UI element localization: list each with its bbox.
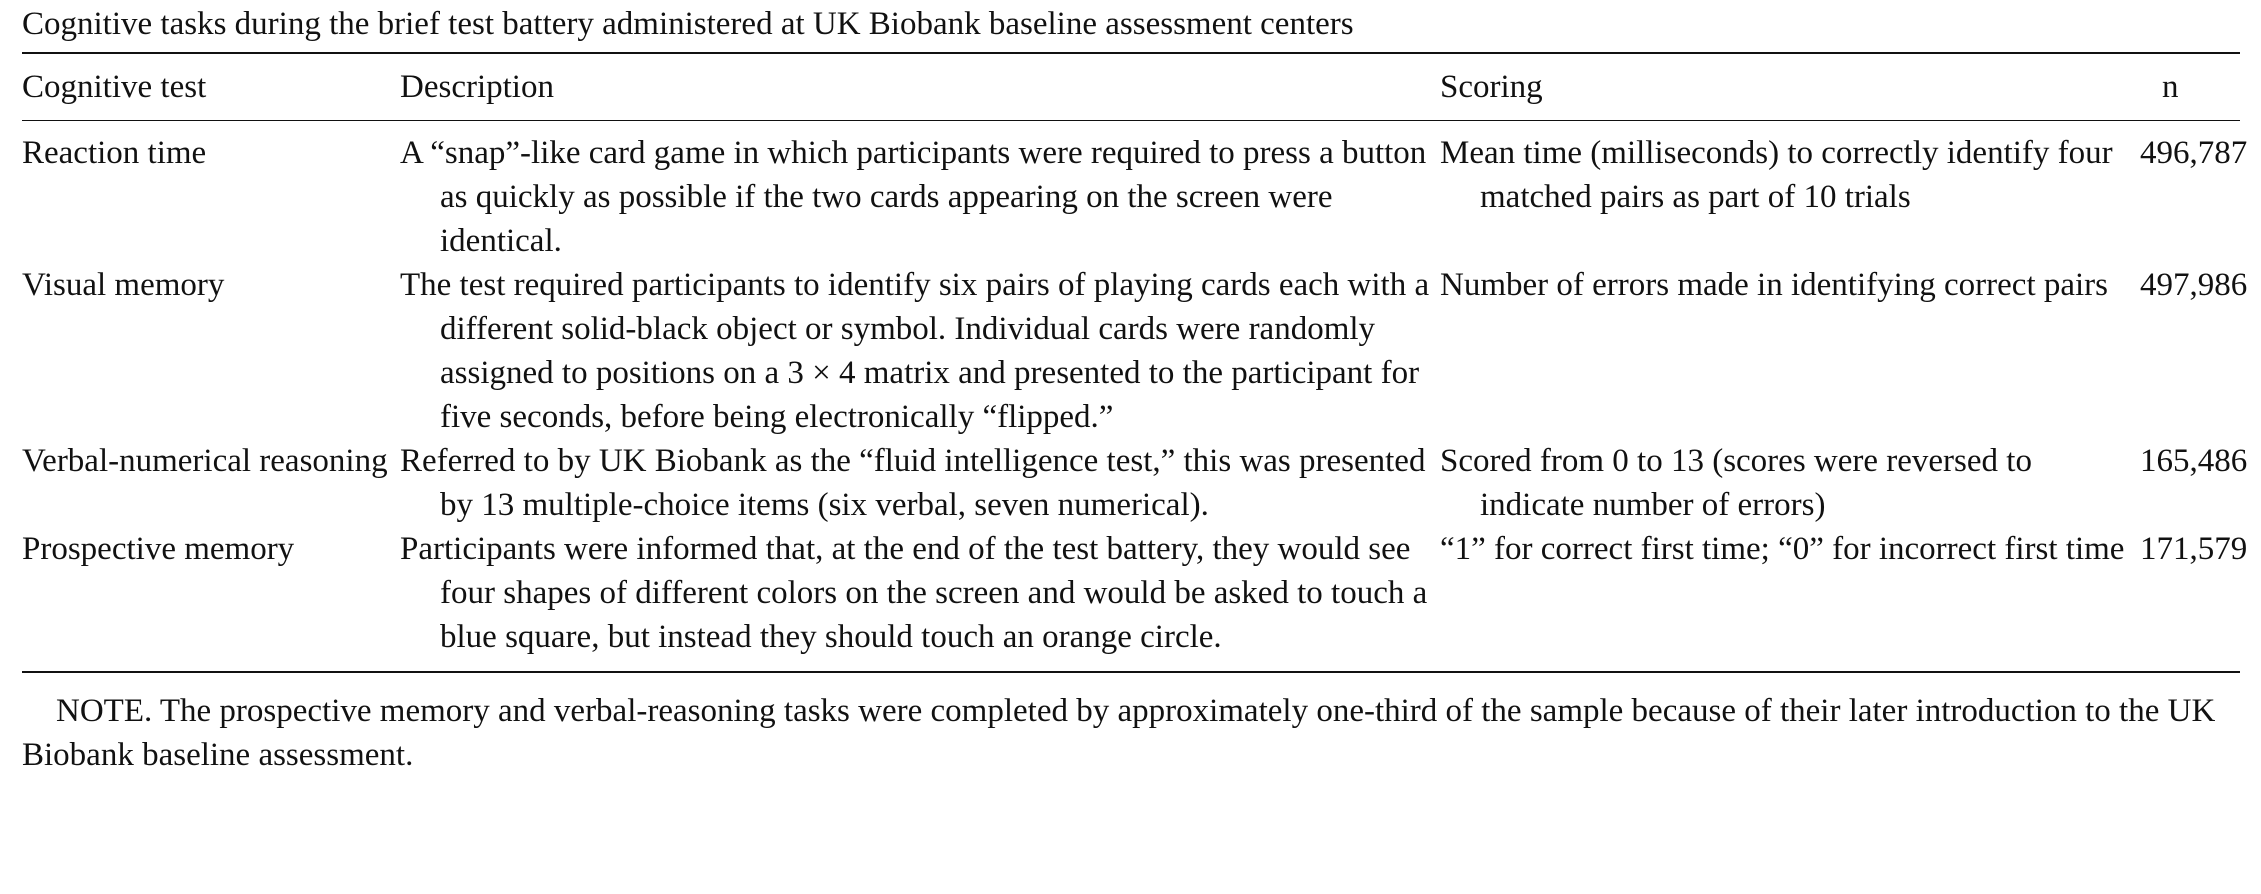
cell-n: 496,787 [2140, 135, 2248, 171]
table-row [22, 131, 2248, 263]
cell-scoring: “1” for correct first time; “0” for incorrect first time [1440, 531, 2125, 567]
cell-n: 165,486 [2140, 443, 2248, 479]
cell-description: The test required participants to identify six pairs of playing cards each with a different solid-black object or symbol. Individual cards were randomly assigned to positions on a 3 × 4 matrix and presented to the participant for five seconds, before being electronically “flipped.” [400, 267, 1430, 435]
cell-test-visual-memory: Visual memory [22, 267, 225, 303]
table-row [22, 439, 2248, 527]
table-container [22, 0, 2248, 777]
header-scoring: Scoring [1440, 69, 1543, 105]
cell-description: A “snap”-like card game in which participants were required to press a button as quickly as possible if the two cards appearing on the screen were identical. [400, 135, 1427, 259]
table-header-row [22, 54, 2240, 120]
cell-scoring: Scored from 0 to 13 (scores were reversed to indicate number of errors) [1440, 443, 2032, 523]
cell-scoring: Number of errors made in identifying correct pairs [1440, 267, 2109, 303]
cell-n: 497,986 [2140, 267, 2248, 303]
cell-scoring: Mean time (milliseconds) to correctly identify four matched pairs as part of 10 trials [1440, 135, 2113, 215]
cell-test-reaction-time: Reaction time [22, 135, 207, 171]
header-description: Description [400, 69, 554, 105]
cell-test-verbal-numerical-reasoning: Verbal-numerical reasoning [22, 443, 388, 479]
table-note: NOTE. The prospective memory and verbal-reasoning tasks were completed by approximately one-third of the sample because of their later introduction to the UK Biobank baseline assessment. [22, 693, 2216, 773]
cell-description: Referred to by UK Biobank as the “fluid intelligence test,” this was presented by 13 multiple-choice items (six verbal, seven numerical). [400, 443, 1426, 523]
table-row [22, 527, 2248, 659]
table-caption: Cognitive tasks during the brief test battery administered at UK Biobank baseline assessment centers [22, 6, 1354, 42]
cell-description: Participants were informed that, at the end of the test battery, they would see four shapes of different colors on the screen and would be asked to touch a blue square, but instead they should touch an orange circle. [400, 531, 1428, 655]
table-body [22, 121, 2248, 671]
bottom-rule [22, 671, 2240, 673]
header-n: n [2162, 69, 2179, 105]
cell-n: 171,579 [2140, 531, 2248, 567]
header-cognitive-test: Cognitive test [22, 69, 207, 105]
table-row [22, 263, 2248, 439]
cell-test-prospective-memory: Prospective memory [22, 531, 295, 567]
